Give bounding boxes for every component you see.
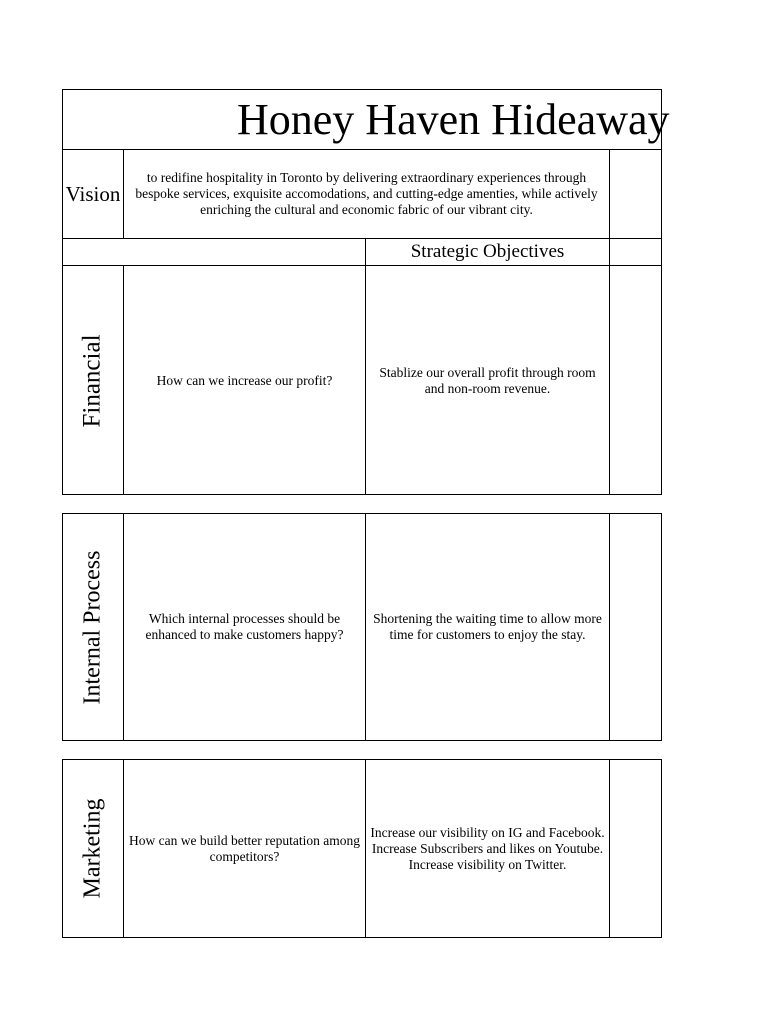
- perspective-label-financial: [63, 266, 123, 495]
- perspective-label-marketing: [63, 760, 123, 937]
- internal-process-objective: Shortening the waiting time to allow more time for customers to enjoy the stay.: [373, 611, 602, 642]
- perspective-label-internal-process: [63, 514, 123, 740]
- marketing-label: Marketing: [79, 798, 106, 899]
- strategic-objectives-header: Strategic Objectives: [410, 241, 565, 262]
- internal-process-question: Which internal processes should be enhanced to make customers happy?: [145, 611, 344, 642]
- marketing-objective: Increase our visibility on IG and Facebook. Increase Subscribers and likes on Youtube. Increase visibility on Twitter.: [370, 824, 605, 872]
- vision-statement: to redifine hospitality in Toronto by delivering extraordinary experiences through bespoke services, exquisite accomodations, and cutting-edge amenties, while actively enriching the cultural and economic fabric of our vibrant city.: [135, 170, 598, 217]
- financial-label: Financial: [79, 333, 106, 428]
- financial-objective: Stablize our overall profit through room and non-room revenue.: [379, 364, 596, 396]
- vision-label: Vision: [65, 181, 121, 206]
- financial-question: How can we increase our profit?: [156, 372, 333, 388]
- internal-process-label: Internal Process: [79, 550, 106, 704]
- question-column-header: [63, 239, 365, 265]
- marketing-question: How can we build better reputation among competitors?: [129, 832, 360, 864]
- page-title: Honey Haven Hideaway: [237, 95, 670, 144]
